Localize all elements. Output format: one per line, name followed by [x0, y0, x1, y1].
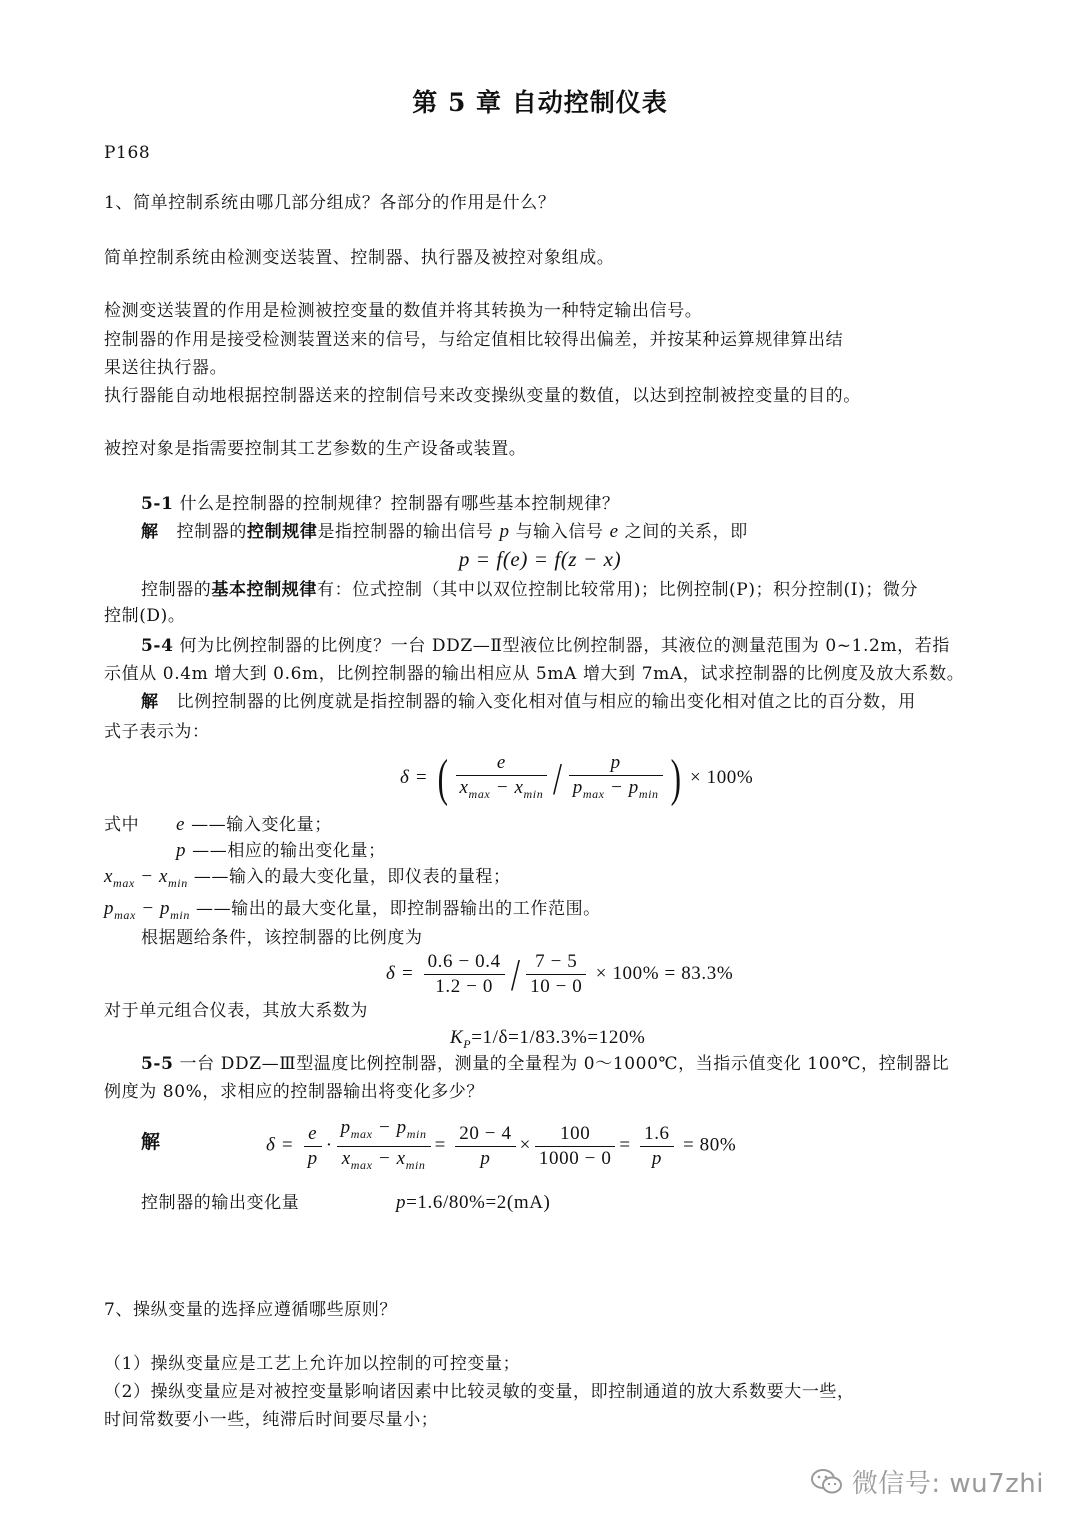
- q1-paragraph-3: 执行器能自动地根据控制器送来的控制信号来改变操纵变量的数值，以达到控制被控变量的目的。: [104, 386, 861, 406]
- fraction-input: [456, 751, 548, 806]
- formula-proportional-band: [400, 748, 753, 808]
- q1-paragraph-2b: 果送往执行器。: [104, 358, 228, 378]
- formula-5-5: δ = $\frac{e}{p}$ · $\frac{p_{max} - p_{min}}{x_{max} - x_{min}}$ = $\frac{20 - 4}{p}$ × $\frac{100}{1000 - 0}$ = $\frac{1.6}{p}$ = 80%: [266, 1116, 736, 1172]
- fraction-simplified: [640, 1122, 674, 1171]
- gain-value: =1/δ=1/83.3%=120%: [471, 1027, 646, 1048]
- unit-instrument-line: 对于单元组合仪表，其放大系数为: [104, 1001, 368, 1021]
- output-change-label: 控制器的输出变化量: [141, 1193, 300, 1213]
- divide-slash: /: [510, 948, 521, 1000]
- answer-text: 与输入信号: [515, 522, 604, 542]
- q1-paragraph-2a: 控制器的作用是接受检测装置送来的信号，与给定值相比较得出偏差，并按某种运算规律算出结: [104, 330, 844, 350]
- calculation-result: = 80%: [683, 1134, 737, 1156]
- delta-symbol: δ =: [386, 963, 415, 984]
- denominator: $p_{max} - p_{min}$: [572, 777, 659, 802]
- fraction-output: [526, 950, 586, 999]
- answer-text: 控制器的: [176, 522, 248, 542]
- definition-text: ——输出的最大变化量，即控制器输出的工作范围。: [195, 899, 601, 919]
- q1-answer-line: 简单控制系统由检测变送装置、控制器、执行器及被控对象组成。: [104, 248, 615, 268]
- definition-text: ——输入的最大变化量，即仪表的量程；: [193, 867, 511, 887]
- denominator: p: [651, 1147, 662, 1169]
- formula-control-law: p = f(e) = f(z − x): [458, 547, 622, 571]
- denominator: $x_{max} - x_{min}$: [459, 777, 544, 802]
- answer-5-1: [141, 521, 748, 543]
- denominator: $x_{max} - x_{min}$: [341, 1147, 426, 1172]
- answer-bold-term: 基本控制规律: [211, 580, 318, 600]
- fraction-values: [455, 1122, 515, 1171]
- watermark-text: 微信号: wu7zhi: [851, 1469, 1044, 1499]
- answer-text: 是指控制器的输出信号: [317, 522, 494, 542]
- fraction-ranges: [337, 1116, 431, 1177]
- formula-calculation: [386, 948, 733, 1000]
- q1-paragraph-4: 被控对象是指需要控制其工艺参数的生产设备或装置。: [104, 439, 527, 459]
- solution-label: 解: [141, 522, 159, 542]
- divide-slash: /: [553, 752, 563, 804]
- numerator: 7 − 5: [526, 950, 586, 975]
- numerator: 0.6 − 0.4: [424, 950, 505, 975]
- calculation-result: × 100% = 83.3%: [595, 963, 734, 984]
- fraction-output: [569, 751, 663, 806]
- paren-left: (: [437, 749, 448, 807]
- numerator: 20 − 4: [455, 1122, 515, 1147]
- denominator: 1.2 − 0: [435, 976, 493, 998]
- percent-factor: × 100%: [689, 767, 754, 788]
- basic-control-laws-end: 控制(D)。: [104, 606, 186, 626]
- numerator: 100: [535, 1122, 616, 1147]
- q7-rule-1: （1）操纵变量应是工艺上允许加以控制的可控变量；: [104, 1354, 521, 1374]
- question-7: 7、操纵变量的选择应遵循哪些原则？: [104, 1300, 398, 1320]
- problem-5-4-cont: 示值从 0.4m 增大到 0.6m，比例控制器的输出相应从 5mA 增大到 7mA，试求控制器的比例度及放大系数。: [104, 664, 965, 684]
- math-expression: $p_{max} - p_{min}$: [104, 898, 190, 922]
- fraction-input: [424, 950, 505, 999]
- problem-5-1: [141, 493, 620, 515]
- answer-text: 控制器的: [141, 580, 212, 600]
- denominator: p: [307, 1147, 318, 1169]
- numerator: e: [304, 1122, 322, 1147]
- problem-5-5-cont: 例度为 80%，求相应的控制器输出将变化多少？: [104, 1082, 484, 1102]
- delta-symbol: δ =: [400, 767, 429, 788]
- problem-number: 5-1: [141, 494, 174, 514]
- basic-control-laws: [141, 579, 918, 601]
- gain-formula: [450, 1027, 645, 1055]
- q7-rule-2b: 时间常数要小一些，纯滞后时间要尽量小；: [104, 1410, 439, 1430]
- q7-rule-2a: （2）操纵变量应是对被控变量影响诸因素中比较灵敏的变量，即控制通道的放大系数要大一些，: [104, 1382, 855, 1402]
- math-symbol: $K_P$: [450, 1027, 472, 1051]
- watermark: [810, 1463, 1044, 1500]
- question-1: 1、简单控制系统由哪几部分组成？各部分的作用是什么？: [104, 193, 556, 213]
- denominator: 1000 − 0: [538, 1147, 612, 1169]
- math-symbol: e: [176, 814, 186, 835]
- problem-5-5: [141, 1053, 949, 1075]
- solution-label: 解: [141, 692, 159, 712]
- definition-text: ——输入变化量；: [191, 815, 332, 835]
- math-expression: $x_{max} - x_{min}$: [104, 866, 188, 890]
- math-symbol: p: [499, 521, 510, 542]
- denominator: 10 − 0: [530, 976, 583, 998]
- numerator: e: [456, 751, 548, 776]
- problem-text: 一台 DDZ—Ⅲ型温度比例控制器，测量的全量程为 0～1000℃，当指示值变化 100℃，控制器比: [179, 1054, 950, 1074]
- page-title: 第 5 章 自动控制仪表: [412, 88, 668, 117]
- page-reference: P168: [104, 143, 151, 163]
- fraction-scale: [535, 1122, 616, 1171]
- math-symbol: e: [609, 521, 619, 542]
- wechat-icon: [810, 1468, 844, 1496]
- numerator: $p_{max} - p_{min}$: [337, 1116, 431, 1147]
- problem-5-4: [141, 635, 950, 657]
- problem-number: 5-5: [141, 1054, 174, 1074]
- fraction-e-p: [304, 1122, 322, 1171]
- def-p-range: [104, 898, 601, 926]
- output-change-value: [396, 1192, 550, 1214]
- numerator: 1.6: [640, 1122, 674, 1147]
- delta-symbol: δ =: [266, 1134, 295, 1156]
- given-conditions: 根据题给条件，该控制器的比例度为: [141, 928, 423, 948]
- math-symbol: p: [176, 840, 187, 861]
- answer-text: 有：位式控制（其中以双位控制比较常用)；比例控制(P)；积分控制(I)；微分: [317, 580, 919, 600]
- problem-text: 什么是控制器的控制规律？控制器有哪些基本控制规律？: [179, 494, 620, 514]
- answer-5-4: [141, 691, 916, 713]
- denominator: p: [480, 1147, 491, 1169]
- answer-5-4-cont: 式子表示为：: [104, 722, 210, 742]
- q1-paragraph-1: 检测变送装置的作用是检测被控变量的数值并将其转换为一种特定输出信号。: [104, 301, 703, 321]
- def-x-range: [104, 866, 511, 894]
- def-p: [176, 840, 386, 862]
- numerator: p: [569, 751, 663, 776]
- answer-text: 之间的关系，即: [624, 522, 748, 542]
- def-e: [176, 814, 332, 836]
- math-symbol: p: [396, 1192, 407, 1213]
- output-value: =1.6/80%=2(mA): [406, 1192, 551, 1213]
- problem-number: 5-4: [141, 636, 174, 656]
- definition-text: ——相应的输出变化量；: [192, 841, 386, 861]
- paren-right: ): [670, 749, 681, 807]
- problem-text: 何为比例控制器的比例度？一台 DDZ—Ⅱ型液位比例控制器，其液位的测量范围为 0~1.2m，若指: [179, 636, 950, 656]
- solution-label: 解: [141, 1131, 161, 1153]
- answer-bold-term: 控制规律: [247, 522, 318, 542]
- answer-text: 比例控制器的比例度就是指控制器的输入变化相对值与相应的输出变化相对值之比的百分数，用: [176, 692, 916, 712]
- where-label: 式中: [104, 815, 140, 835]
